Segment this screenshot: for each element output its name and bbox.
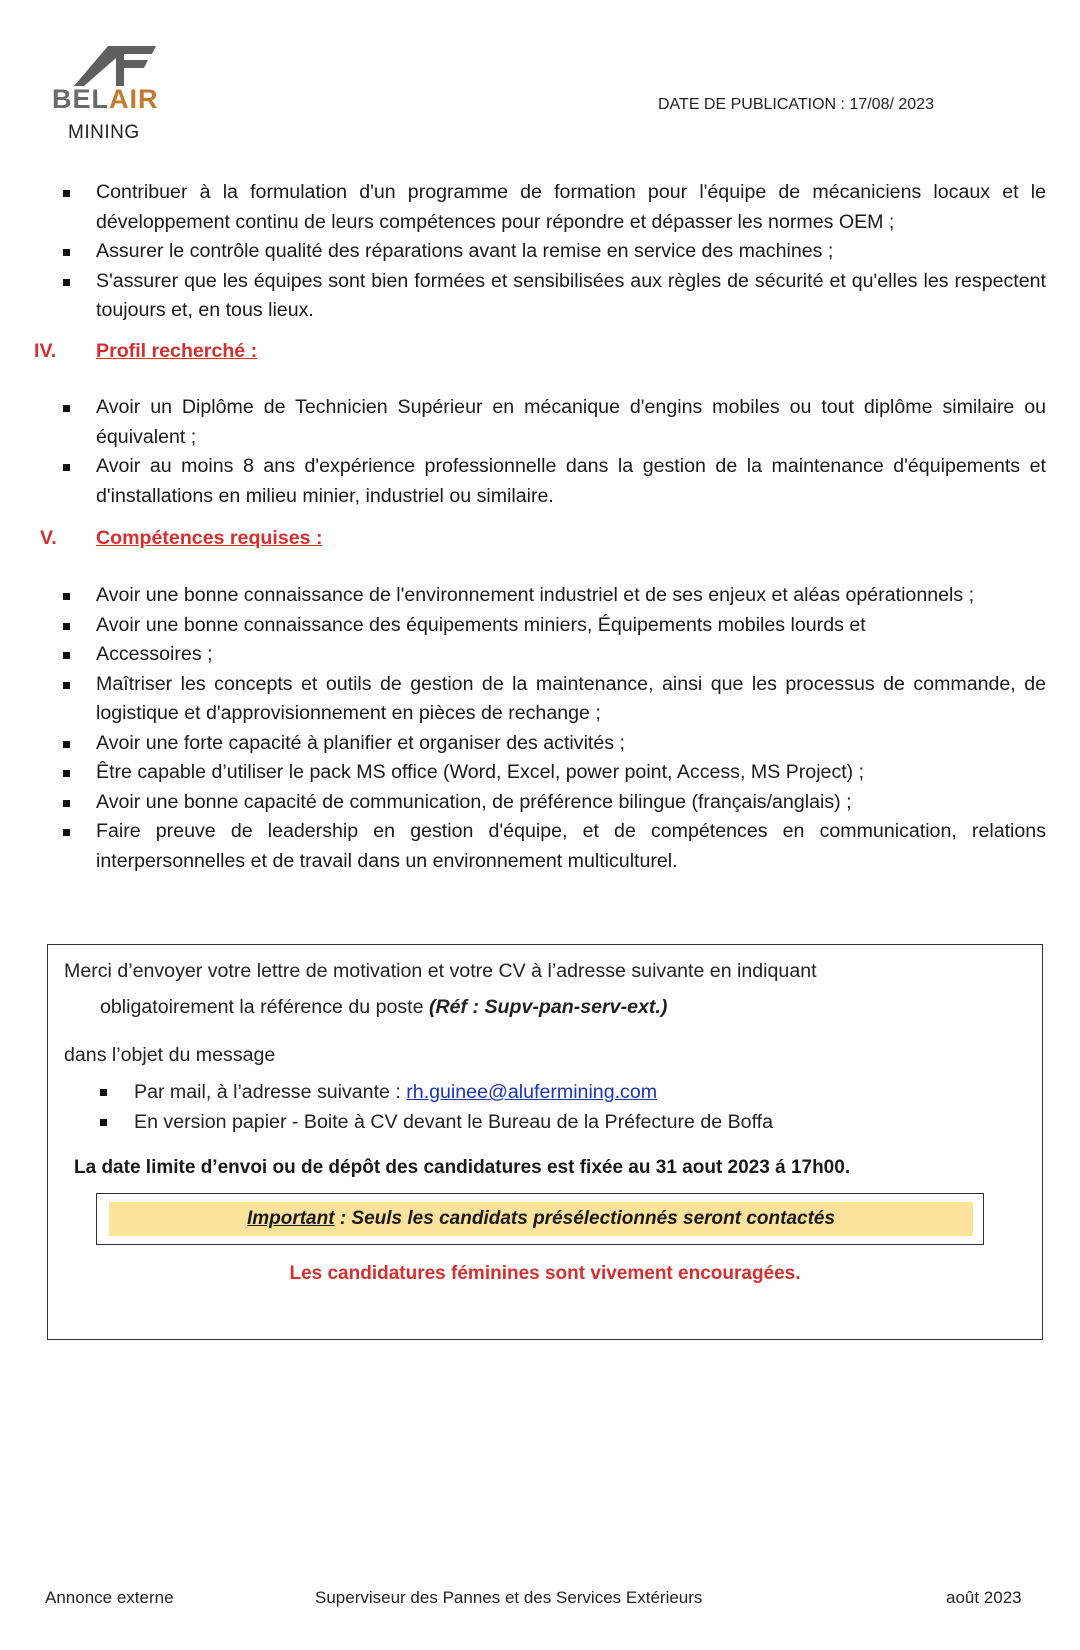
important-notice: Important : Seuls les candidats présélectionnés seront contactés: [109, 1202, 973, 1236]
logo-subtitle: MINING: [68, 122, 140, 143]
profil-list: [58, 393, 1046, 511]
footer-left: Annonce externe: [45, 1588, 174, 1607]
section-number: IV.: [34, 340, 57, 362]
list-item: Accessoires ;: [58, 640, 1046, 670]
important-notice-box: [96, 1193, 984, 1245]
section-title: Profil recherché :: [96, 340, 258, 362]
instructions-line-3: dans l’objet du message: [64, 1044, 276, 1066]
publication-date: DATE DE PUBLICATION : 17/08/ 2023: [658, 96, 934, 113]
footer-center: Superviseur des Pannes et des Services Extérieurs: [315, 1588, 703, 1607]
application-instructions-box: [47, 944, 1043, 1340]
section-number: V.: [40, 527, 57, 549]
section-title: Compétences requises :: [96, 527, 323, 549]
list-item: Avoir au moins 8 ans d'expérience professionnelle dans la gestion de la maintenance d'équipements et d'installations en milieu minier, industriel ou similaire.: [58, 452, 1046, 511]
method-email: Par mail, à l’adresse suivante : rh.guinee@alufermining.com: [100, 1077, 773, 1107]
application-methods-list: [100, 1077, 773, 1137]
logo-brand: BELAIR: [52, 84, 159, 114]
list-item: Avoir un Diplôme de Technicien Supérieur en mécanique d'engins mobiles ou tout diplôme similaire ou équivalent ;: [58, 393, 1046, 452]
list-item: Contribuer à la formulation d'un programme de formation pour l'équipe de mécaniciens locaux et le développement continu de leurs compétences pour répondre et dépasser les normes OEM ;: [58, 178, 1046, 237]
list-item: Avoir une bonne connaissance de l'environnement industriel et de ses enjeux et aléas opérationnels ;: [58, 581, 1046, 611]
responsibilities-list: [58, 178, 1046, 326]
instructions-line-2: obligatoirement la référence du poste (Réf : Supv-pan-serv-ext.): [100, 996, 668, 1018]
list-item: Avoir une bonne capacité de communication, de préférence bilingue (français/anglais) ;: [58, 788, 1046, 818]
method-paper: En version papier - Boite à CV devant le Bureau de la Préfecture de Boffa: [100, 1107, 773, 1137]
roof-logo-icon: [74, 40, 158, 86]
competences-list: [58, 581, 1046, 876]
list-item: Faire preuve de leadership en gestion d'équipe, et de compétences en communication, relations interpersonnelles et de travail dans un environnement multiculturel.: [58, 817, 1046, 876]
deadline-notice: La date limite d’envoi ou de dépôt des candidatures est fixée au 31 aout 2023 á 17h00.: [74, 1157, 851, 1178]
list-item: S'assurer que les équipes sont bien formées et sensibilisées aux règles de sécurité et qu'elles les respectent toujours et, en tous lieux.: [58, 267, 1046, 326]
footer-right: août 2023: [946, 1588, 1022, 1607]
list-item: Avoir une bonne connaissance des équipements miniers, Équipements mobiles lourds et: [58, 611, 1046, 641]
list-item: Être capable d’utiliser le pack MS office (Word, Excel, power point, Access, MS Project) ;: [58, 758, 1046, 788]
instructions-line-1: Merci d’envoyer votre lettre de motivation et votre CV à l’adresse suivante en indiquant: [64, 960, 817, 982]
list-item: Assurer le contrôle qualité des réparations avant la remise en service des machines ;: [58, 237, 1046, 267]
company-logo: [50, 40, 190, 150]
list-item: Avoir une forte capacité à planifier et organiser des activités ;: [58, 729, 1046, 759]
email-link[interactable]: rh.guinee@alufermining.com: [406, 1081, 658, 1103]
list-item: Maîtriser les concepts et outils de gestion de la maintenance, ainsi que les processus de commande, de logistique et d'approvisionnement en pièces de rechange ;: [58, 670, 1046, 729]
job-reference: (Réf : Supv-pan-serv-ext.): [428, 996, 668, 1018]
encouragement-notice: Les candidatures féminines sont vivement encouragées.: [289, 1263, 801, 1284]
